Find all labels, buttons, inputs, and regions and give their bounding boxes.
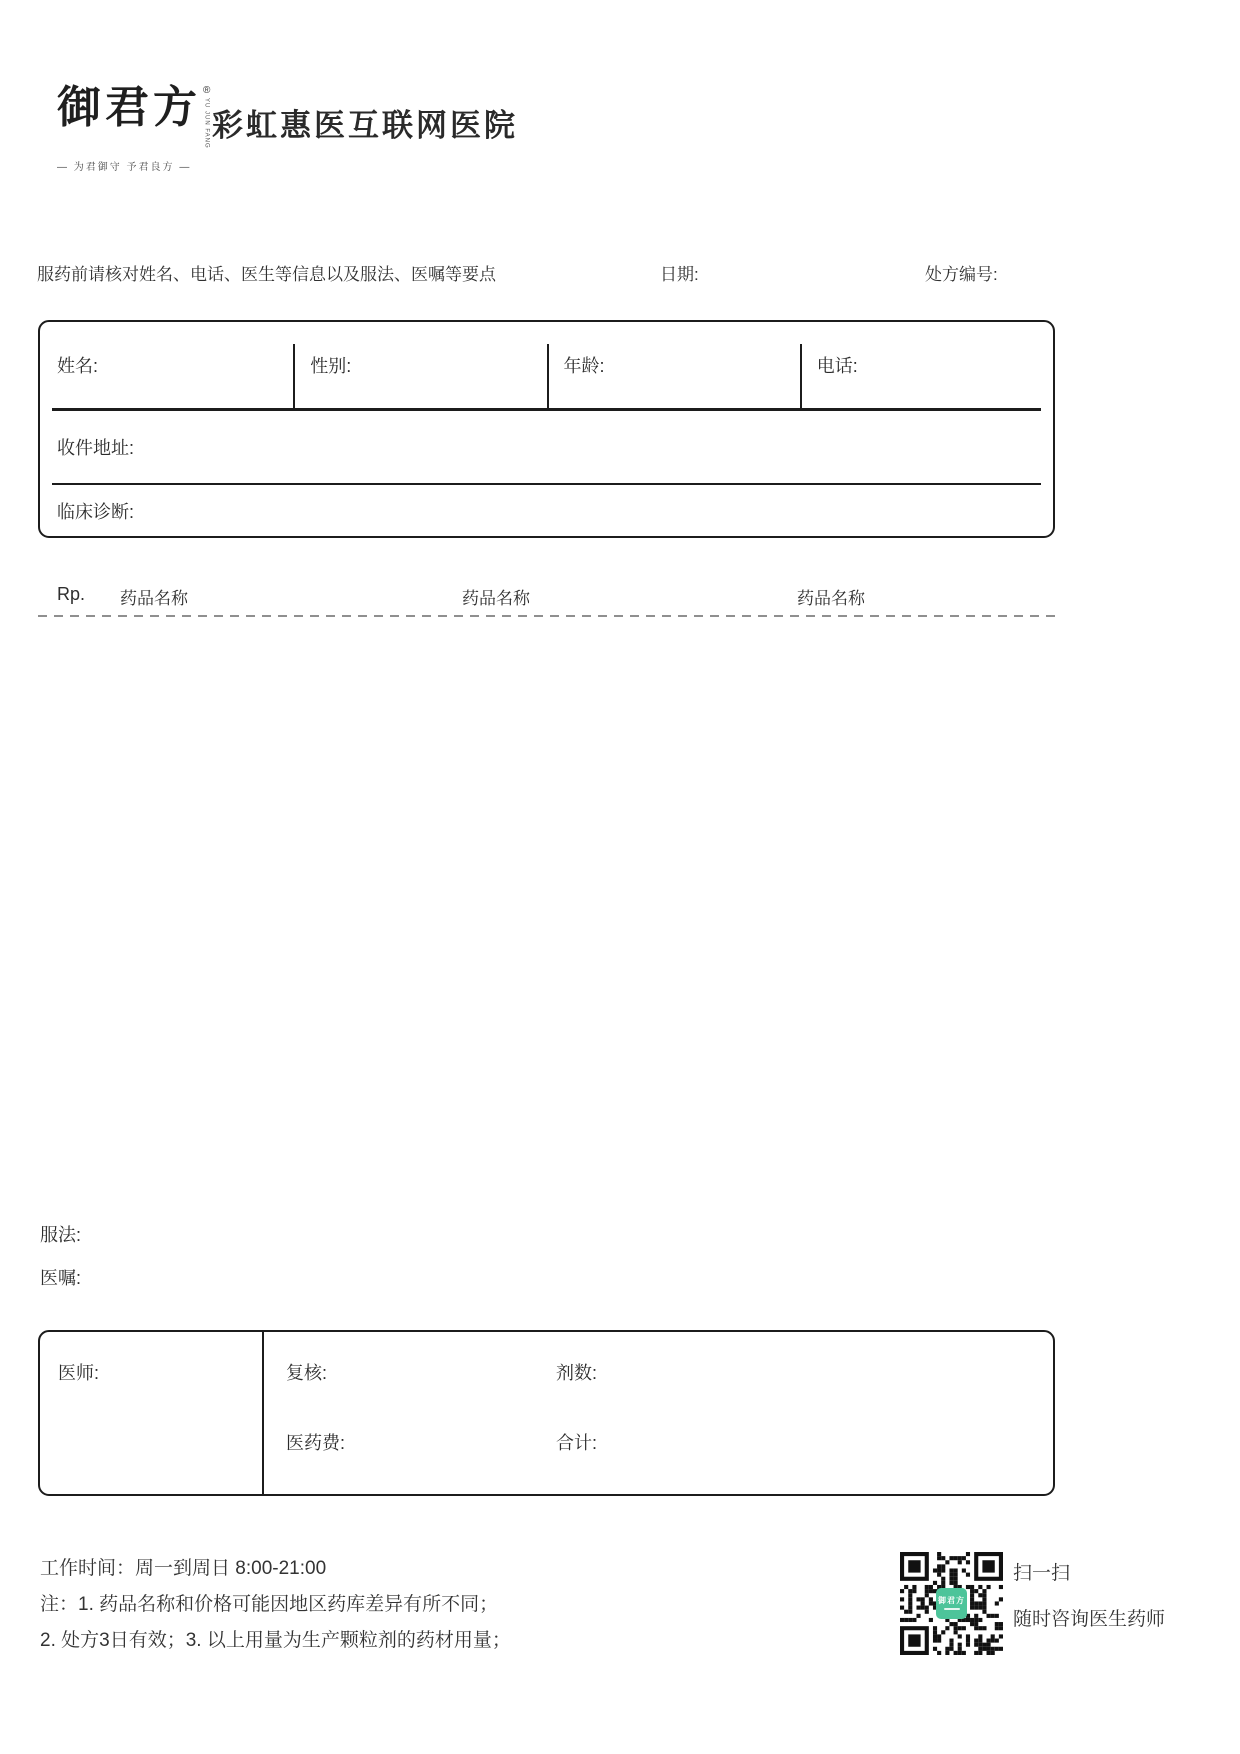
patient-info-box xyxy=(38,320,1055,538)
address-field xyxy=(40,411,1053,483)
summary-box xyxy=(38,1330,1055,1496)
rx-number-label: 处方编号: xyxy=(925,265,998,284)
brand-logo-pinyin: YU JUN FANG xyxy=(203,98,210,149)
work-hours-text: 工作时间：周一到周日 8:00-21:00 xyxy=(40,1558,327,1579)
qr-logo-divider xyxy=(944,1608,960,1610)
gender-field xyxy=(293,322,546,408)
brand-tagline: — 为君御守 予君良方 — xyxy=(57,161,192,173)
phone-label: 电话: xyxy=(816,356,858,376)
hospital-name: 彩虹惠医互联网医院 xyxy=(212,108,518,143)
summary-row xyxy=(286,1429,1053,1499)
date-label: 日期: xyxy=(660,265,699,284)
qr-code xyxy=(900,1552,1003,1655)
brand-logo-text: 御君方 xyxy=(57,82,201,133)
drug-name-column-header: 药品名称 xyxy=(120,589,188,608)
scan-subtext: 随时咨询医生药师 xyxy=(1013,1609,1166,1630)
doctor-advice-label: 医嘱: xyxy=(40,1268,82,1288)
patient-info-row xyxy=(40,322,1053,408)
check-notice-text: 服药前请核对姓名、电话、医生等信息以及服法、医嘱等要点 xyxy=(37,265,496,284)
drug-name-column-header: 药品名称 xyxy=(797,589,865,608)
name-field xyxy=(40,322,293,408)
brand-logo xyxy=(57,82,211,173)
review-label: 复核: xyxy=(286,1363,328,1383)
diagnosis-label: 临床诊断: xyxy=(57,501,135,522)
total-label: 合计: xyxy=(556,1433,598,1453)
age-label: 年龄: xyxy=(563,356,605,376)
scan-label: 扫一扫 xyxy=(1013,1563,1071,1584)
note-line-1: 注：1. 药品名称和价格可能因地区药库差异有所不同； xyxy=(40,1594,499,1615)
rp-label: Rp. xyxy=(57,584,86,604)
phone-field xyxy=(800,322,1053,408)
note-line-2: 2. 处方3日有效；3. 以上用量为生产颗粒剂的药材用量； xyxy=(40,1630,511,1651)
doctor-label: 医师: xyxy=(58,1363,100,1383)
gender-label: 性别: xyxy=(310,356,352,376)
footer-notes xyxy=(40,1551,511,1659)
usage-label: 服法: xyxy=(40,1225,82,1245)
registered-trademark-icon: ® xyxy=(203,85,211,96)
dose-count-label: 剂数: xyxy=(556,1363,598,1383)
qr-center-logo xyxy=(936,1588,967,1619)
summary-row xyxy=(286,1359,1053,1429)
qr-caption xyxy=(1013,1558,1165,1631)
rx-dashed-divider xyxy=(38,615,1055,617)
name-label: 姓名: xyxy=(57,356,99,376)
drug-name-column-header: 药品名称 xyxy=(462,589,530,608)
address-label: 收件地址: xyxy=(57,437,135,458)
summary-right-cell xyxy=(264,1332,1053,1494)
medicine-fee-label: 医药费: xyxy=(286,1433,346,1453)
age-field xyxy=(547,322,800,408)
qr-logo-text: 御君方 xyxy=(938,1596,965,1605)
diagnosis-field xyxy=(40,485,1053,536)
doctor-cell xyxy=(40,1332,264,1494)
